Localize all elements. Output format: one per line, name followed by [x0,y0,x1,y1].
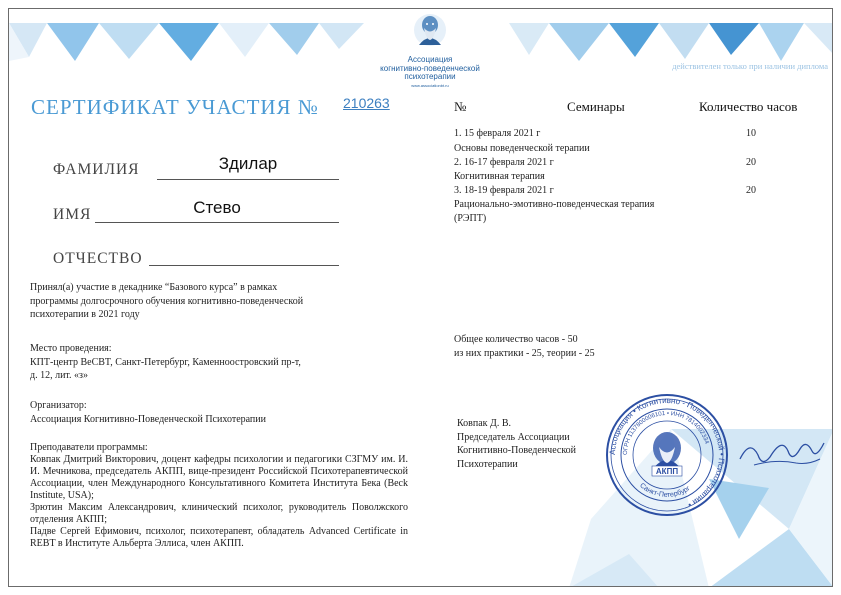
venue-line-2: д. 12, лит. «з» [30,370,88,382]
teacher-2: Зрютин Максим Александрович, клинический психолог, руководитель Поволжского отделения АКПП; [30,502,408,525]
practice-theory-split: из них практики - 25, теории - 25 [454,348,595,359]
organizer-block [30,399,408,426]
signer-name: Ковпак Д. В. [457,418,512,429]
stamp-ogrn-text: ОГРН 1137800006101 • ИНН 7814002334 [622,410,710,456]
seminar-2-hours: 20 [746,157,756,168]
organization-logo [365,13,495,88]
seminar-2-date: 2. 16-17 февраля 2021 г [454,157,554,168]
organizer-value: Ассоциация Когнитивно-Поведенческой Психотерапии [30,413,266,425]
surname-label: ФАМИЛИЯ [53,161,140,178]
seminar-1-date: 1. 15 февраля 2021 г [454,128,541,139]
stamp-abbr: АКПП [655,467,679,476]
seminar-1-hours: 10 [746,128,756,139]
certificate-page [8,8,833,587]
org-name-line-3: психотерапии [404,72,456,81]
seminar-1-name: Основы поведенческой терапии [454,143,590,154]
signature [736,429,828,479]
seminar-3-date: 3. 18-19 февраля 2021 г [454,185,554,196]
seminar-3-name: Рационально-эмотивно-поведенческая терапия [454,199,655,210]
org-name-line-2: когнитивно-поведенческой [380,63,480,73]
teachers-block [30,442,408,550]
teacher-3: Падве Сергей Ефимович, психолог, психотерапевт, обладатель Advanced Certificate in REBT в Институте Альберта Эллиса, член АКПП. [30,526,408,549]
signer-title-2: Когнитивно-Поведенческой [457,445,577,457]
signer-block [457,417,576,471]
surname-underline [157,179,339,180]
certificate-number: 210263 [343,95,390,111]
signer-title-3: Психотерапии [457,458,518,470]
org-url: www.associationbt.ru [411,82,449,88]
org-name-line-1: Ассоциация [407,55,453,64]
participation-line-1: Принял(а) участие в декаднике “Базового курса” в рамках [30,282,278,293]
certificate-title: СЕРТИФИКАТ УЧАСТИЯ № [31,95,319,119]
participation-line-2: программы долгосрочного обучения когнитивно-поведенческой [30,295,304,307]
stamp-city: Санкт-Петербург [638,482,692,499]
teachers-label: Преподаватели программы: [30,442,148,453]
seminar-2-name: Когнитивная терапия [454,171,545,182]
patronymic-label: ОТЧЕСТВО [53,250,143,267]
participation-text [30,281,408,322]
total-hours: Общее количество часов - 50 [454,334,578,345]
name-underline [95,222,339,223]
participation-line-3: психотерапии в 2021 году [30,309,140,321]
portrait-logo-icon [410,13,450,51]
seminar-3-name-cont: (РЭПТ) [454,213,487,224]
venue-label: Место проведения: [30,343,112,354]
col-number-header: № [454,99,467,114]
name-label: ИМЯ [53,206,92,223]
validity-note: действителен только при наличии диплома [672,61,828,71]
patronymic-underline [149,265,339,266]
seminar-3-hours: 20 [746,185,756,196]
signer-title-1: Председатель Ассоциации [457,431,570,443]
organizer-label: Организатор: [30,400,87,411]
surname-value: Здилар [218,154,278,173]
venue-block [30,342,408,383]
venue-line-1: КПТ-центр BeCBT, Санкт-Петербург, Каменноостровский пр-т, [30,356,301,368]
stamp-outer-text: Ассоциация • Когнитивно - Поведенческой • Психотерапии • [607,395,727,510]
official-stamp [604,392,730,518]
col-seminars-header: Семинары [567,99,625,114]
name-value: Стево [193,198,241,217]
teacher-1: Ковпак Дмитрий Викторович, доцент кафедры психологии и педагогики СЗГМУ им. И. И. Мечникова, председатель АКПП, вице-президент Российской Психотерапевтической Ассоциации, член Международного Консультативного Комитета Института Бека (Beck Institute, USA); [30,454,408,501]
col-hours-header: Количество часов [699,99,798,114]
